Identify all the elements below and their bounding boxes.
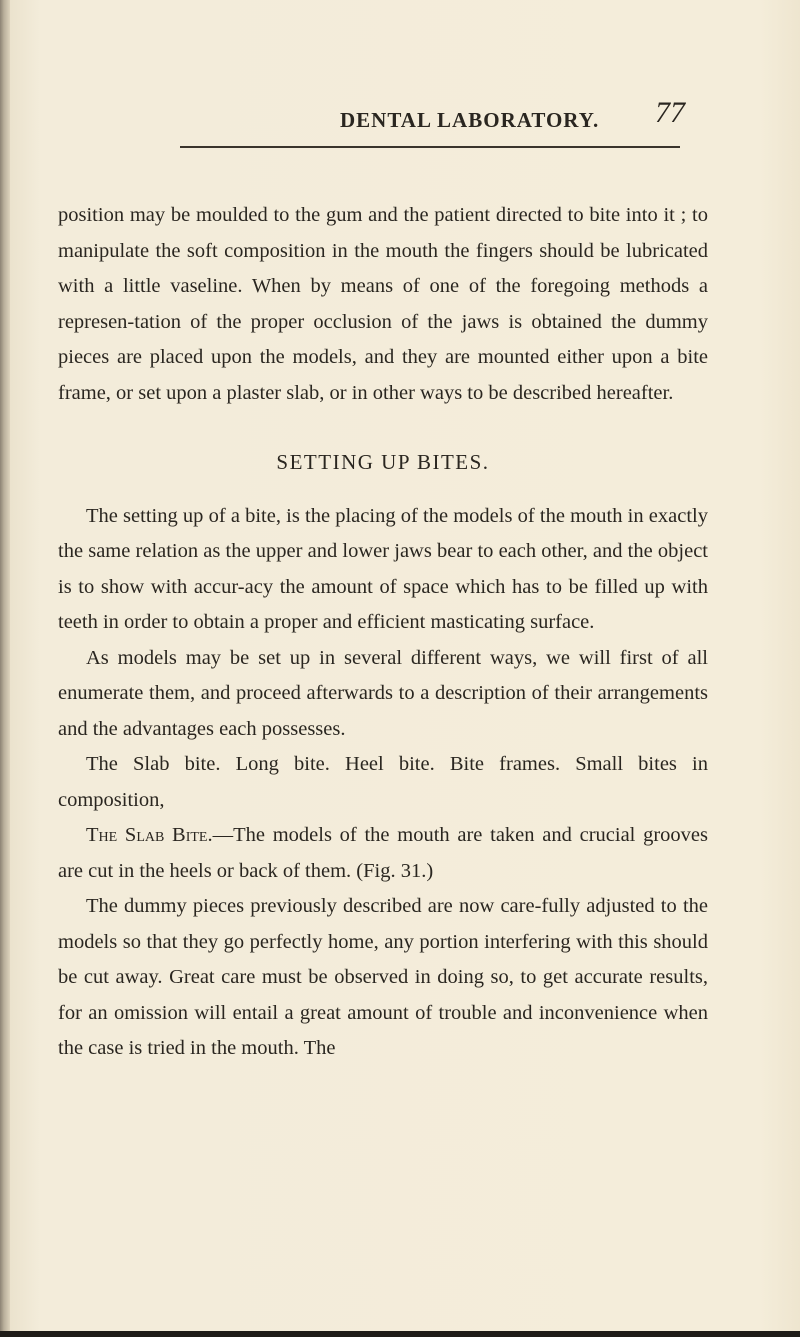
paragraph [58, 818, 708, 889]
paragraph: The dummy pieces previously described are now care-fully adjusted to the models so that they go perfectly home, any portion interfering with this should be cut away. Great care must be observed in doing so, to get accurate results, for an omission will entail a great amount of trouble and inconvenience when the case is tried in the mouth. The [58, 895, 708, 1059]
paragraph: The setting up of a bite, is the placing of the models of the mouth in exactly the same relation as the upper and lower jaws bear to each other, and the object is to show with accur-acy the amount of space which has to be filled up with teeth in order to obtain a proper and efficient masticating surface. [58, 504, 708, 633]
run-in-heading: The Slab Bite. [86, 824, 213, 846]
body-text [58, 198, 708, 1067]
book-spine-shadow [0, 0, 10, 1337]
page-number: 77 [655, 96, 685, 129]
paragraph: The Slab bite. Long bite. Heel bite. Bite frames. Small bites in composition, [58, 753, 708, 811]
paragraph-text: —The models of the mouth are taken and crucial grooves are cut in the heels or back of them. (Fig. 31.) [58, 824, 708, 882]
running-title: DENTAL LABORATORY. [340, 108, 600, 132]
section-heading: SETTING UP BITES. [276, 450, 490, 474]
page-bottom-edge [0, 1331, 800, 1337]
header-rule [180, 146, 680, 148]
paragraph-continued: position may be moulded to the gum and the patient directed to bite into it ; to manipulate the soft composition in the mouth the fingers should be lubricated with a little vaseline. When by means of one of the foregoing methods a represen-tation of the proper occlusion of the jaws is obtained the dummy pieces are placed upon the models, and they are mounted either upon a bite frame, or set upon a plaster slab, or in other ways to be described hereafter. [58, 204, 708, 404]
paragraph: As models may be set up in several different ways, we will first of all enumerate them, and proceed afterwards to a description of their arrangements and the advantages each possesses. [58, 646, 708, 740]
